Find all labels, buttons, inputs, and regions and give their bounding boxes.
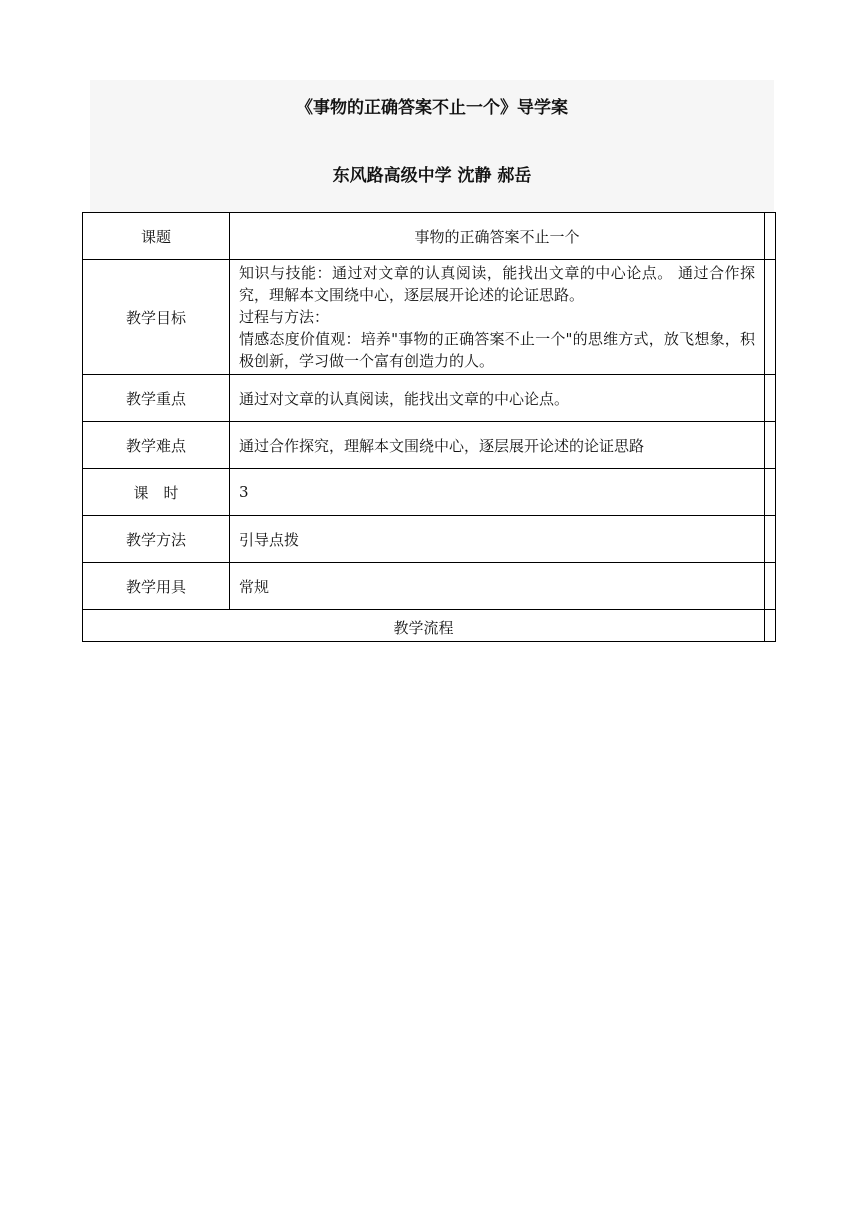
side-cell [765, 563, 776, 610]
table-row-method [83, 516, 776, 563]
table-row-flow [83, 610, 776, 642]
periods-label: 课 时 [83, 469, 230, 516]
key-points-value: 通过对文章的认真阅读，能找出文章的中心论点。 [230, 375, 765, 422]
document-title: 《事物的正确答案不止一个》导学案 [296, 98, 568, 118]
objective-attitude-values: 情感态度价值观：培养"事物的正确答案不止一个"的思维方式，放飞想象，积极创新，学习做一个富有创造力的人。 [239, 330, 755, 370]
side-cell [765, 213, 776, 260]
objective-process-methods: 过程与方法： [239, 308, 330, 326]
table-row-objectives [83, 260, 776, 375]
table-row-difficulties [83, 422, 776, 469]
lesson-plan-table [82, 212, 776, 642]
side-cell [765, 422, 776, 469]
flow-label: 教学流程 [83, 610, 765, 642]
table-row-periods [83, 469, 776, 516]
table-row-key-points [83, 375, 776, 422]
method-label: 教学方法 [83, 516, 230, 563]
difficulties-label: 教学难点 [83, 422, 230, 469]
table-row-topic [83, 213, 776, 260]
periods-value: 3 [230, 469, 765, 516]
side-cell [765, 260, 776, 375]
topic-label: 课题 [83, 213, 230, 260]
side-cell [765, 375, 776, 422]
document-subtitle: 东风路高级中学 沈静 郝岳 [332, 166, 532, 186]
objectives-value [230, 260, 765, 375]
topic-value: 事物的正确答案不止一个 [230, 213, 765, 260]
objectives-label: 教学目标 [83, 260, 230, 375]
tools-value: 常规 [230, 563, 765, 610]
tools-label: 教学用具 [83, 563, 230, 610]
side-cell [765, 610, 776, 642]
table-row-tools [83, 563, 776, 610]
objective-knowledge-skills: 知识与技能：通过对文章的认真阅读，能找出文章的中心论点。 通过合作探究，理解本文围绕中心，逐层展开论述的论证思路。 [239, 264, 755, 304]
side-cell [765, 516, 776, 563]
method-value: 引导点拨 [230, 516, 765, 563]
difficulties-value: 通过合作探究，理解本文围绕中心，逐层展开论述的论证思路 [230, 422, 765, 469]
side-cell [765, 469, 776, 516]
key-points-label: 教学重点 [83, 375, 230, 422]
